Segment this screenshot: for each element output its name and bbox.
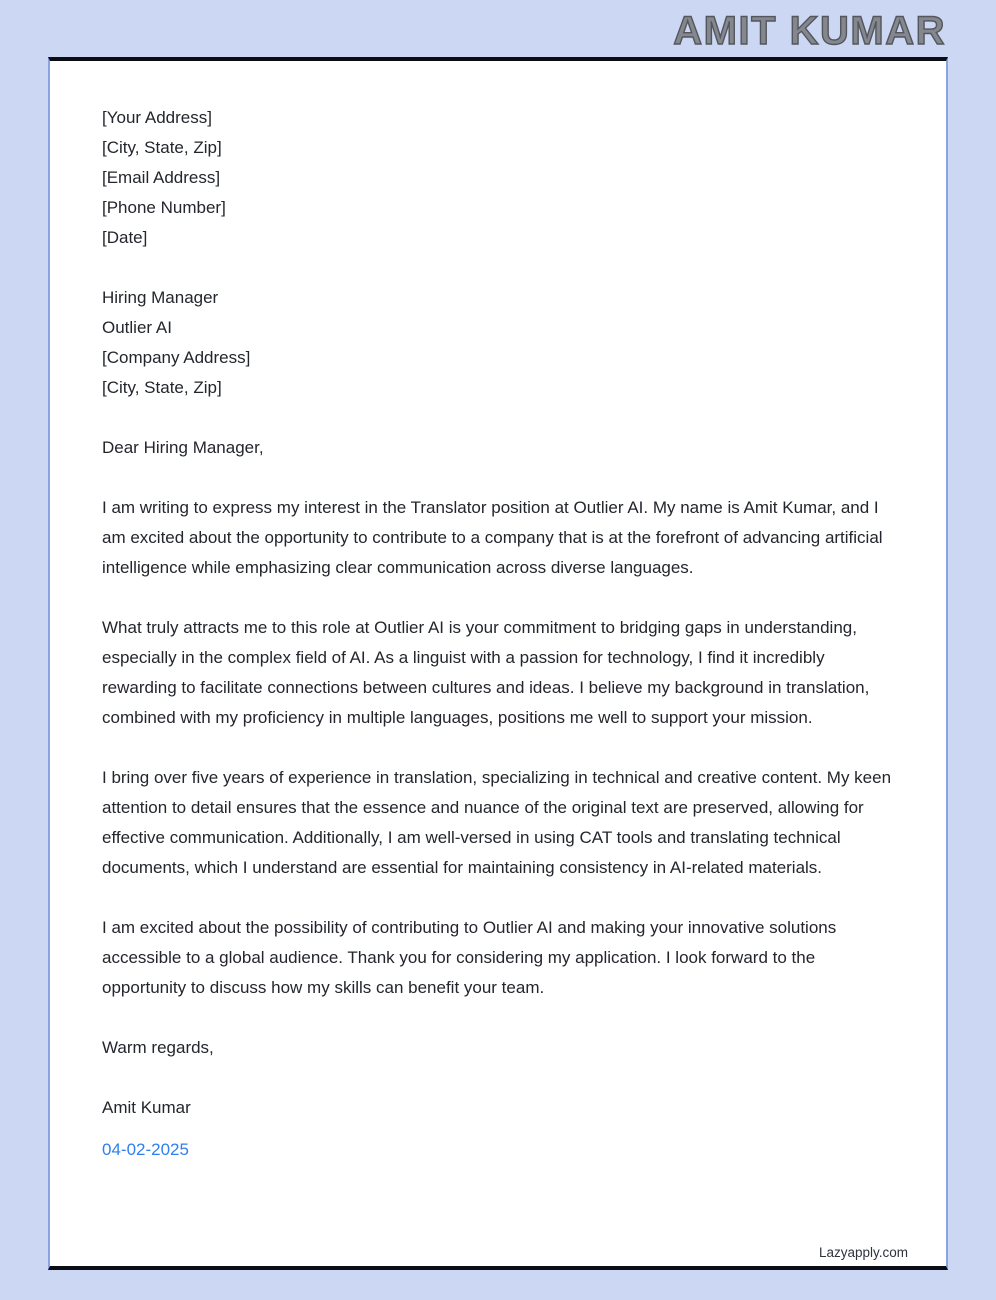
body-paragraph: I bring over five years of experience in translation, specializing in technical and creative content. My keen attention to detail ensures that the essence and nuance of the original text are preserved, allowing for effective communication. Additionally, I am well-versed in using CAT tools and translating technical documents, which I understand are essential for maintaining consistency in AI-related materials. [102,768,892,877]
salutation: Dear Hiring Manager, [102,438,264,457]
date-link[interactable]: 04-02-2025 [102,1140,189,1159]
signature-name: Amit Kumar [102,1098,191,1117]
sender-address-line: [City, State, Zip] [102,138,222,157]
sender-address-line: [Date] [102,228,148,247]
header-name: AMIT KUMAR [673,9,946,53]
brand-footer: Lazyapply.com [818,1245,908,1260]
letter-header [0,0,996,57]
body-paragraph: What truly attracts me to this role at Outlier AI is your commitment to bridging gaps in understanding, especially in the complex field of AI. As a linguist with a passion for technology, I find it incredibly rewarding to facilitate connections between cultures and ideas. I believe my background in translation, combined with my proficiency in multiple languages, positions me well to support your mission. [102,618,870,727]
sender-address-block [102,103,898,253]
body-paragraph: I am writing to express my interest in the Translator position at Outlier AI. My name is Amit Kumar, and I am excited about the opportunity to contribute to a company that is at the forefront of advancing artificial intelligence while emphasizing clear communication across diverse languages. [102,498,883,577]
recipient-address-line: Hiring Manager [102,288,219,307]
sender-address-line: [Your Address] [102,108,212,127]
body-paragraph: I am excited about the possibility of contributing to Outlier AI and making your innovative solutions accessible to a global audience. Thank you for considering my application. I look forward to the opportunity to discuss how my skills can benefit your team. [102,918,837,997]
letter-document [48,57,948,1270]
sender-address-line: [Email Address] [102,168,221,187]
recipient-address-line: Outlier AI [102,318,172,337]
recipient-address-line: [City, State, Zip] [102,378,222,397]
sender-address-line: [Phone Number] [102,198,226,217]
recipient-address-line: [Company Address] [102,348,251,367]
recipient-address-block [102,283,898,403]
closing: Warm regards, [102,1038,214,1057]
